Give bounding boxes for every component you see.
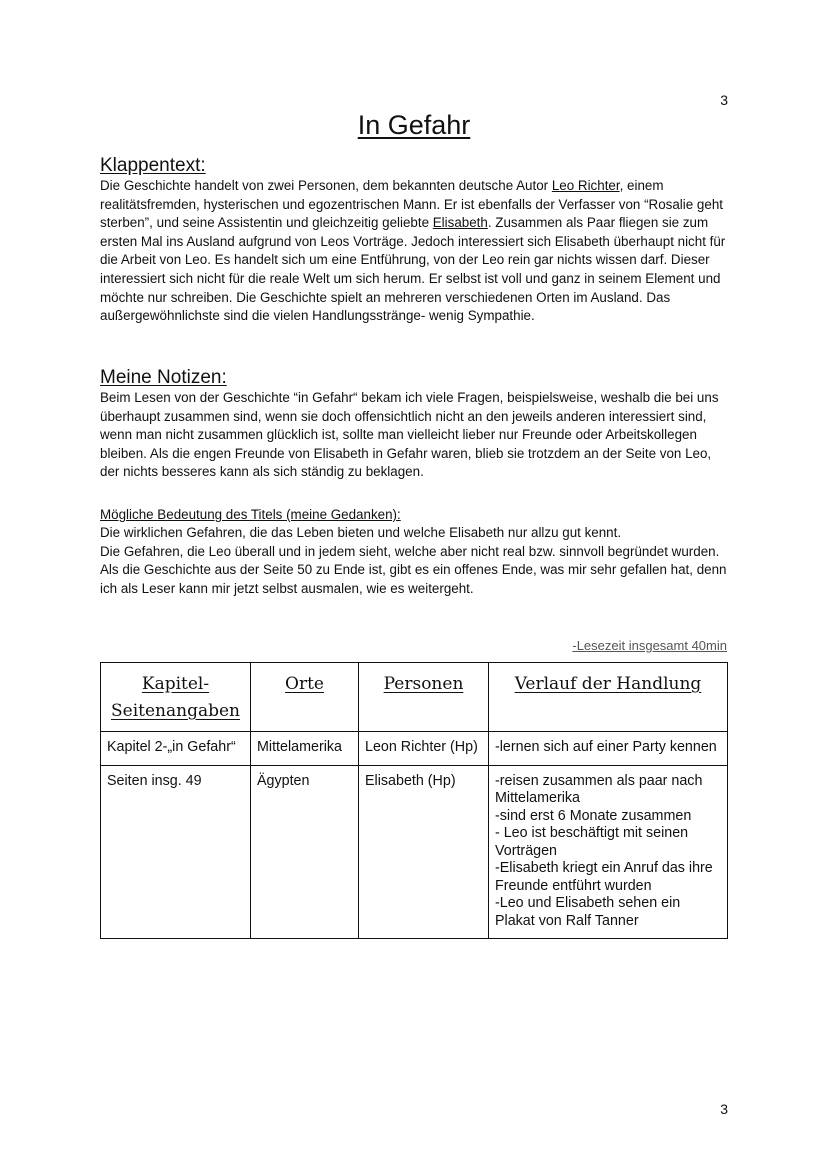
- klappentext-body: [100, 177, 730, 326]
- elisabeth-link: Elisabeth: [432, 215, 488, 231]
- leo-richter-link: Leo Richter: [551, 178, 620, 193]
- klappentext-text-2: , einem realitätsfremden, hysterischen und egozentrischen Mann. Er ist ebenfalls der Verfasser von “Rosalie geht sterben”, und seine Assistentin und gleichzeitig geliebte: [100, 178, 723, 231]
- header-personen: [359, 663, 489, 732]
- verlauf-item: - Leo ist beschäftigt mit seinen Vorträgen: [495, 825, 689, 859]
- notizen-body: Beim Lesen von der Geschichte “in Gefahr“ bekam ich viele Fragen, beispielsweise, weshalb die bei uns überhaupt zusammen sind, wenn sie doch offensichtlich nicht an den jeweils anderen interessiert sind, wenn man nicht zusammen glücklich ist, sollte man vielleicht lieber nur Freunde oder Arbeitskollegen bleiben. Als die engen Freunde von Elisabeth in Gefahr waren, blieb sie trotzdem an der Seite von Leo, der nichts besseres kann als sich ständig zu beklagen.: [100, 390, 719, 480]
- klappentext-heading: Klappentext:: [100, 155, 206, 176]
- header-orte-label: Orte: [285, 674, 324, 694]
- cell-verlauf: [489, 765, 728, 939]
- cell-verlauf: [489, 732, 728, 766]
- cell-personen: Elisabeth (Hp): [359, 765, 489, 939]
- header-verlauf-label: Verlauf der Handlung: [514, 674, 702, 694]
- header-kapitel-label: Kapitel-Seitenangaben: [111, 674, 240, 721]
- page-number-bottom: 3: [720, 1101, 728, 1117]
- verlauf-item: -sind erst 6 Monate zusammen: [495, 807, 692, 824]
- reading-table: [100, 662, 728, 939]
- klappentext-section: [100, 155, 730, 326]
- cell-personen: Leon Richter (Hp): [359, 732, 489, 766]
- page-number-top: 3: [720, 92, 728, 108]
- bedeutung-line-3: Als die Geschichte aus der Seite 50 zu Ende ist, gibt es ein offenes Ende, was mir sehr gefallen hat, denn ich als Leser kann mir jetzt selbst ausmalen, wie es weitergeht.: [100, 562, 727, 596]
- bedeutung-line-1: Die wirklichen Gefahren, die das Leben bieten und welche Elisabeth nur allzu gut kennt.: [100, 525, 622, 540]
- table-row: [101, 765, 728, 939]
- header-kapitel: [101, 663, 251, 732]
- notizen-heading: Meine Notizen:: [100, 367, 227, 388]
- table-header-row: [101, 663, 728, 732]
- cell-kapitel: Kapitel 2-„in Gefahr“: [101, 732, 251, 766]
- header-personen-label: Personen: [383, 674, 464, 694]
- header-orte: [251, 663, 359, 732]
- notizen-section: [100, 367, 730, 482]
- klappentext-text-1: Die Geschichte handelt von zwei Personen, dem bekannten deutsche Autor: [100, 178, 552, 193]
- verlauf-item: -reisen zusammen als paar nach Mittelamerika: [495, 772, 703, 806]
- verlauf-item: -lernen sich auf einer Party kennen: [495, 739, 717, 755]
- cell-kapitel: Seiten insg. 49: [101, 765, 251, 939]
- verlauf-item: -Leo und Elisabeth sehen ein Plakat von Ralf Tanner: [495, 895, 681, 929]
- cell-orte: Ägypten: [251, 765, 359, 939]
- bedeutung-heading: Mögliche Bedeutung des Titels (meine Gedanken):: [100, 507, 401, 522]
- page-title: In Gefahr: [357, 110, 471, 140]
- klappentext-text-3: . Zusammen als Paar fliegen sie zum ersten Mal ins Ausland aufgrund von Leos Vorträge. Jedoch interessiert sich Elisabeth überhaupt nicht für die Arbeit von Leo. Es handelt sich um eine Entführung, von der Leo rein gar nichts wissen darf. Dieser interessiert sich nicht für die reale Welt um sich herum. Er selbst ist voll und ganz in seinem Element und möchte nur schreiben. Die Geschichte spielt an mehreren verschiedenen Orten im Ausland. Das außergewöhnlichste sind die vielen Handlungsstränge- wenig Sympathie.: [100, 215, 726, 324]
- verlauf-item: -Elisabeth kriegt ein Anruf das ihre Freunde entführt wurden: [495, 860, 713, 894]
- cell-orte: Mittelamerika: [251, 732, 359, 766]
- header-verlauf: [489, 663, 728, 732]
- bedeutung-line-2: Die Gefahren, die Leo überall und in jedem sieht, welche aber nicht real bzw. sinnvoll begründet wurden.: [100, 543, 720, 559]
- bedeutung-section: [100, 506, 730, 598]
- lesezeit-note: -Lesezeit insgesamt 40min: [572, 638, 727, 653]
- table-row: [101, 732, 728, 766]
